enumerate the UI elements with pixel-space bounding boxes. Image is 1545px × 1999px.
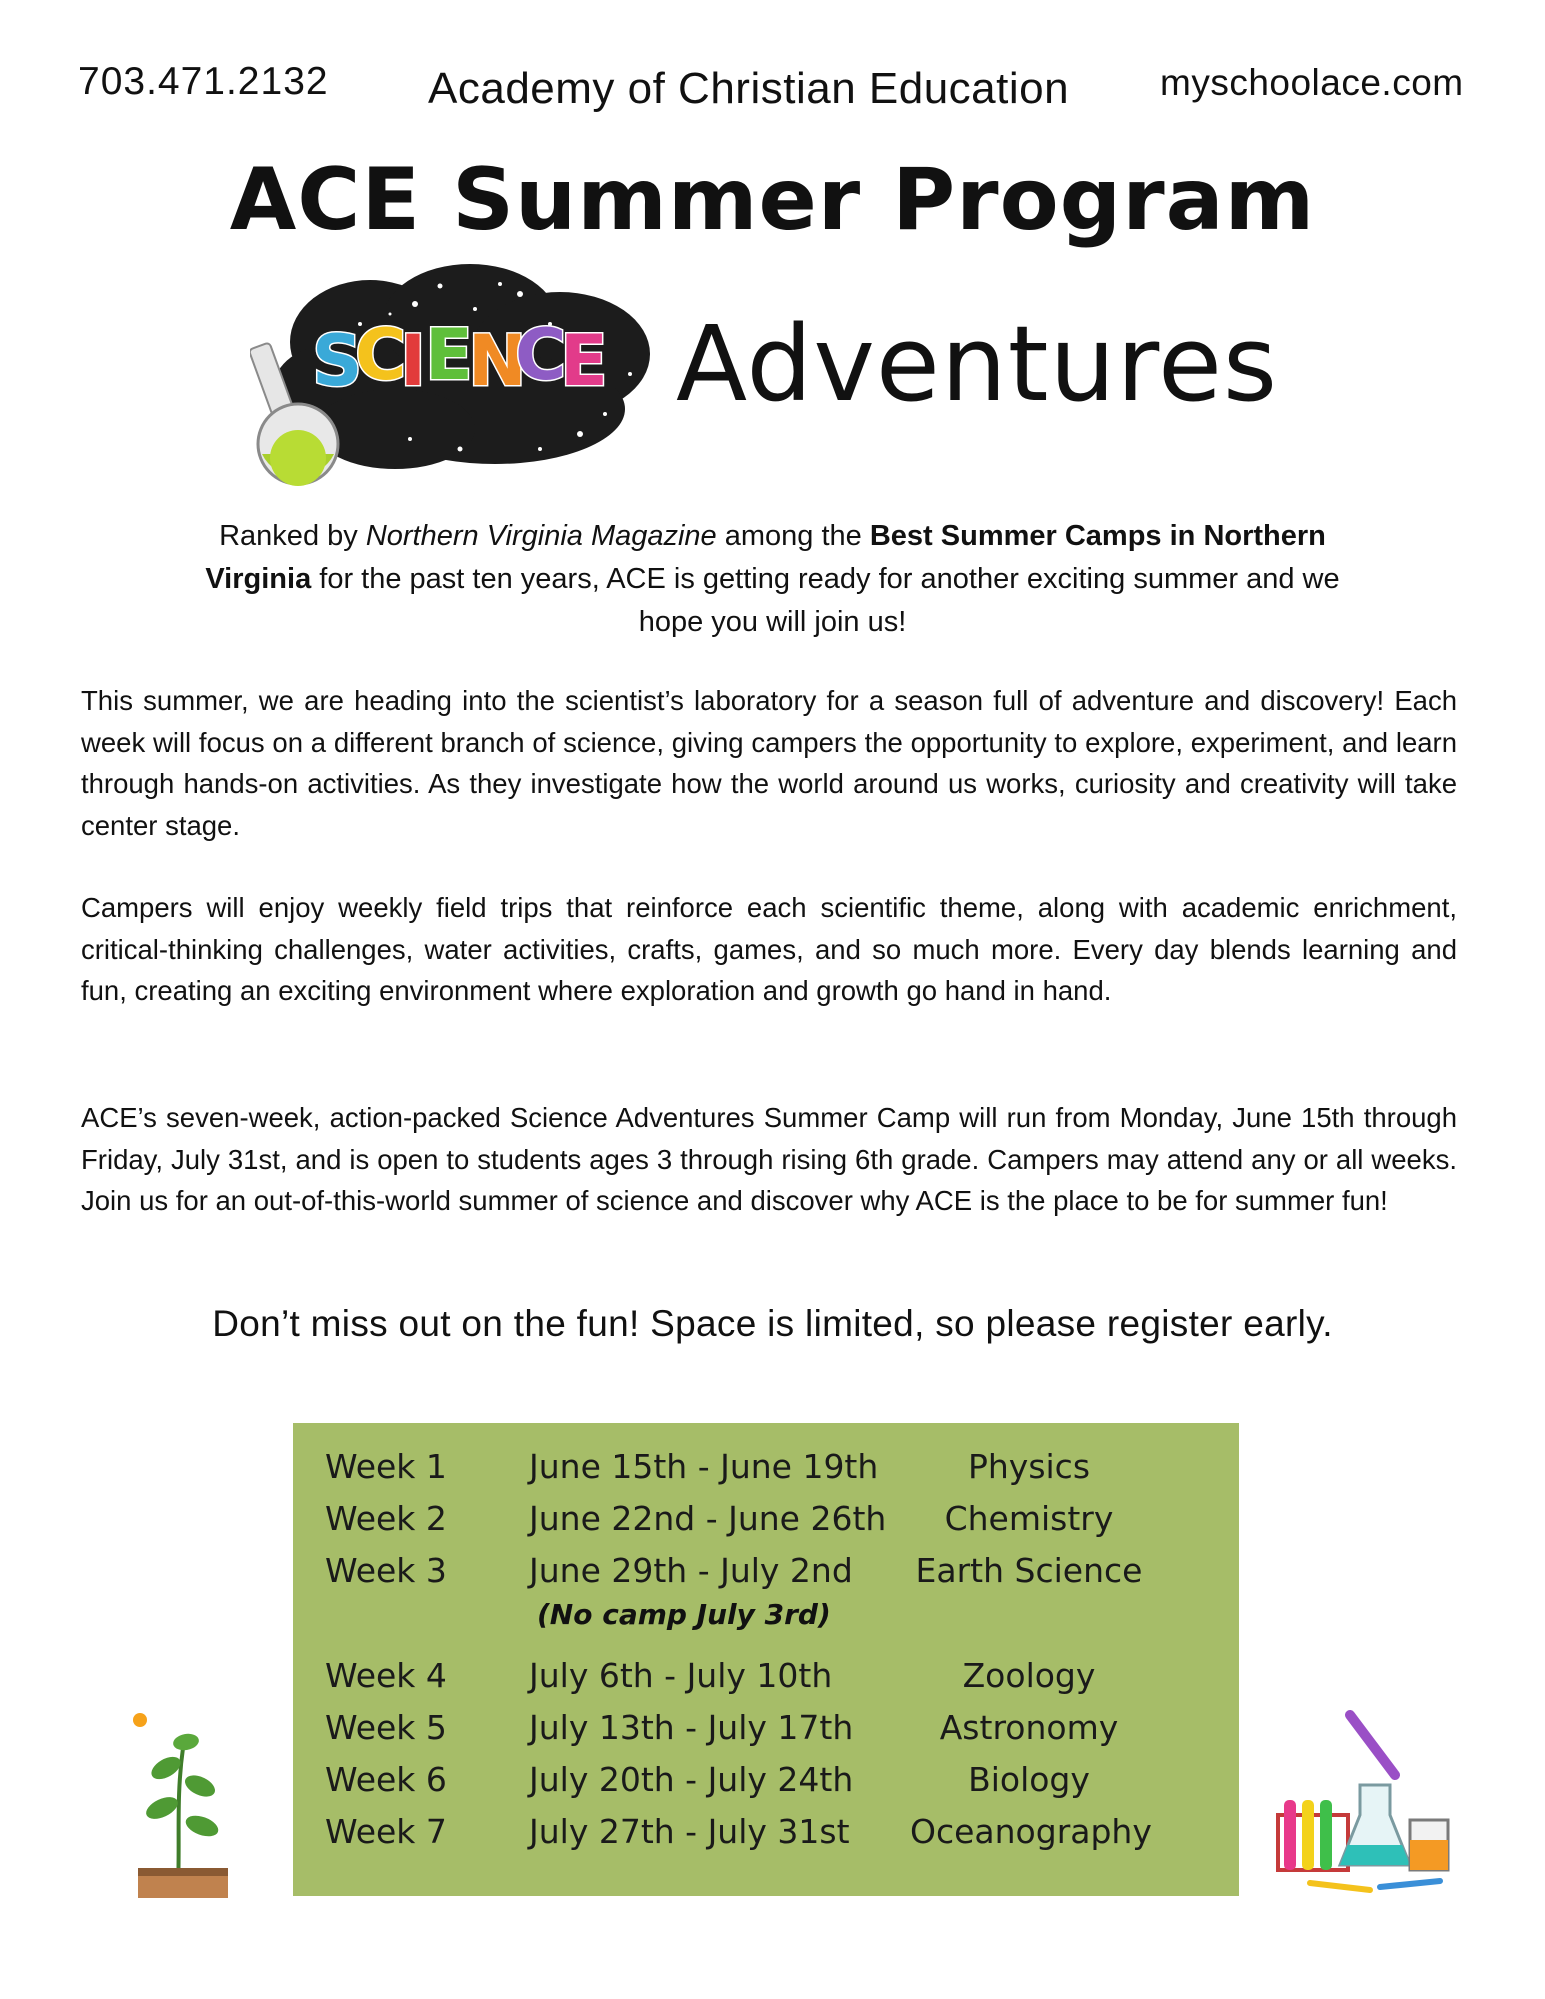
intro-text-3: for the past ten years, ACE is getting ready for another exciting summer and we hope you will join us! [311,563,1340,638]
week-label: Week 6 [325,1760,447,1799]
website-url: myschoolace.com [1160,62,1464,103]
register-call-to-action: Don’t miss out on the fun! Space is limited, so please register early. [212,1303,1333,1344]
week-dates: June 29th - July 2nd [529,1551,853,1590]
week-topic: Zoology [962,1656,1096,1695]
schedule-row [293,1499,1239,1549]
schedule-row [293,1760,1239,1810]
page-title: ACE Summer Program [229,150,1316,250]
body-paragraph-3: ACE’s seven-week, action-packed Science Adventures Summer Camp will run from Monday, June 15th through Friday, July 31st, and is open to students ages 3 through rising 6th grade. Campers may attend any or all weeks. Join us for an out-of-this-world summer of science and discover why ACE is the place to be for summer fun! [81,1102,1457,1216]
week-label: Week 7 [325,1812,447,1851]
week-label: Week 2 [325,1499,447,1538]
award-highlight: Best Summer Camps in Northern Virginia [205,520,1326,595]
science-letter: E [560,320,608,402]
week-dates: June 15th - June 19th [529,1447,879,1486]
week-dates: July 6th - July 10th [529,1656,833,1695]
week-topic: Biology [968,1760,1090,1799]
week-label: Week 5 [325,1708,447,1747]
intro-text-1: Ranked by [219,520,366,552]
plant-icon [128,1708,238,1898]
week-label: Week 1 [325,1447,447,1486]
week-topic: Earth Science [915,1551,1143,1590]
week-dates: July 27th - July 31st [529,1812,850,1851]
schedule-row [293,1551,1239,1601]
week-dates: June 22nd - June 26th [529,1499,887,1538]
schedule-row [293,1447,1239,1497]
body-paragraph-1: This summer, we are heading into the scientist’s laboratory for a season full of adventure and discovery! Each week will focus on a different branch of science, giving campers the opportunity to explore, experiment, and learn through hands-on activities. As they investigate how the world around us works, curiosity and creativity will take center stage. [81,685,1457,841]
phone-number: 703.471.2132 [78,60,329,103]
lab-equipment-icon [1270,1705,1460,1895]
no-camp-note: (No camp July 3rd) [537,1598,831,1631]
week-topic: Chemistry [944,1499,1114,1538]
schedule-table [293,1423,1239,1896]
week-label: Week 4 [325,1656,447,1695]
week-topic: Astronomy [939,1708,1119,1747]
schedule-row [293,1656,1239,1706]
science-letter: C [515,314,567,396]
week-topic: Oceanography [910,1812,1152,1851]
science-letter: I [400,320,427,402]
week-dates: July 20th - July 24th [529,1760,854,1799]
school-name: Academy of Christian Education [428,64,1070,113]
week-topic: Physics [967,1447,1091,1486]
adventures-heading: Adventures [676,303,1279,425]
science-letter: S [312,320,363,402]
magazine-name: Northern Virginia Magazine [365,520,717,552]
intro-text-2: among the [716,520,870,552]
body-paragraph-2: Campers will enjoy weekly field trips that reinforce each scientific theme, along with academic enrichment, critical-thinking challenges, water activities, crafts, games, and so much more. Every day blends learning and fun, creating an exciting environment where exploration and growth go hand in hand. [81,892,1457,1006]
week-dates: July 13th - July 17th [529,1708,854,1747]
science-letter: C [355,314,407,396]
science-letter: E [425,314,473,396]
week-label: Week 3 [325,1551,447,1590]
science-letter: N [468,320,527,402]
schedule-row [293,1812,1239,1862]
schedule-row [293,1708,1239,1758]
intro-paragraph [180,515,1365,644]
science-logo [250,264,670,490]
science-word [312,314,608,402]
